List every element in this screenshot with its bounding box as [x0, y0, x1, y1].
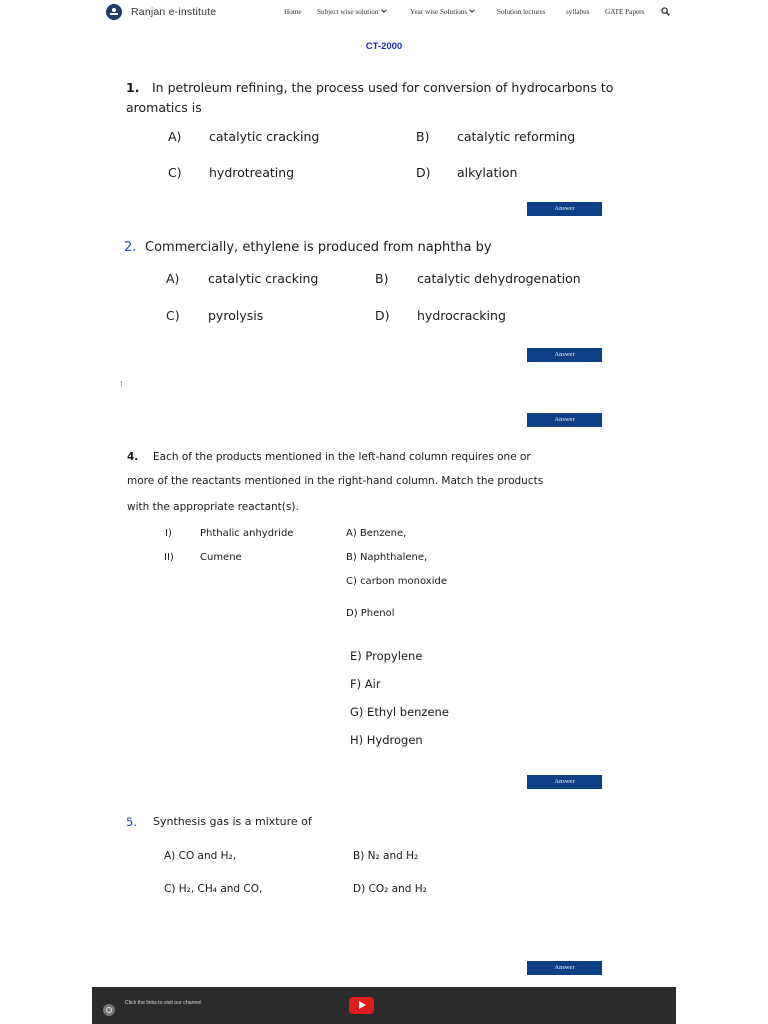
nav-gate-papers[interactable]: GATE Papers [605, 8, 645, 16]
answer-button-q5[interactable]: Answer [527, 961, 602, 975]
product-key: II) [164, 552, 174, 563]
question-number: 5. [126, 815, 137, 829]
reactant-item: G) Ethyl benzene [350, 705, 449, 719]
option-value: CO and H₂, [178, 850, 237, 862]
option-text [164, 850, 236, 862]
product-key: I) [165, 528, 172, 539]
question-number: 2. [124, 240, 137, 255]
reactant-item: B) Naphthalene, [346, 552, 428, 563]
question-text: Synthesis gas is a mixture of [153, 815, 312, 828]
question-text: Commercially, ethylene is produced from naphtha by [145, 240, 492, 255]
logo-icon[interactable] [106, 4, 122, 20]
option-key: B) [375, 271, 389, 286]
answer-button-q4[interactable]: Answer [527, 775, 602, 789]
top-navigation-bar [0, 0, 768, 26]
answer-button-q1[interactable]: Answer [527, 202, 602, 216]
footer-text: Click the links to visit our channel [125, 1000, 202, 1006]
reactant-item: E) Propylene [350, 649, 423, 663]
question-number: 4. [127, 451, 139, 463]
answer-button-q3[interactable]: Answer [527, 413, 602, 427]
missing-image-marker [121, 381, 123, 387]
youtube-icon[interactable] [349, 997, 374, 1014]
reactant-item: C) carbon monoxide [346, 576, 447, 587]
option-key: B) [353, 850, 365, 862]
option-value: CO₂ and H₂ [368, 883, 427, 895]
product-text: Phthalic anhydride [200, 528, 294, 539]
option-text: alkylation [457, 165, 518, 180]
option-value: H₂, CH₄ and CO, [178, 883, 263, 895]
option-value: N₂ and H₂ [367, 850, 419, 862]
site-name[interactable]: Ranjan e-institute [131, 6, 217, 18]
nav-home[interactable]: Home [284, 8, 302, 16]
option-key: C) [164, 883, 176, 895]
option-key: D) [416, 165, 431, 180]
nav-syllabus[interactable]: syllabus [566, 8, 590, 16]
option-text [353, 850, 418, 862]
option-text: pyrolysis [208, 308, 264, 323]
reactant-item: A) Benzene, [346, 528, 407, 539]
option-text: catalytic cracking [208, 271, 319, 286]
option-key: A) [164, 850, 176, 862]
question-text: more of the reactants mentioned in the right-hand column. Match the products [127, 475, 544, 487]
nav-year-wise-solutions[interactable] [410, 8, 474, 16]
option-text: catalytic reforming [457, 129, 576, 144]
option-text: catalytic dehydrogenation [417, 271, 581, 286]
option-key: C) [168, 165, 182, 180]
question-text: Each of the products mentioned in the left-hand column requires one or [153, 451, 531, 463]
reactant-item: H) Hydrogen [350, 733, 423, 747]
nav-subject-label: Subject wise solution [317, 8, 379, 16]
option-key: B) [416, 129, 430, 144]
option-text [164, 883, 262, 895]
question-number: 1. [126, 80, 140, 95]
chevron-down-icon [381, 7, 387, 13]
product-text: Cumene [200, 552, 242, 563]
nav-year-label: Year wise Solutions [410, 8, 468, 16]
search-icon[interactable] [661, 7, 670, 16]
option-text: hydrotreating [209, 165, 295, 180]
option-key: D) [353, 883, 366, 895]
nav-subject-wise-solution[interactable] [317, 8, 386, 16]
page-title: CT-2000 [365, 41, 403, 52]
option-text [353, 883, 427, 895]
footer-bar [92, 987, 676, 1024]
question-text: aromatics is [126, 100, 202, 115]
option-key: A) [168, 129, 182, 144]
answer-button-q2[interactable]: Answer [527, 348, 602, 362]
option-text: hydrocracking [417, 308, 506, 323]
option-key: D) [375, 308, 390, 323]
question-text: In petroleum refining, the process used for conversion of hydrocarbons to [152, 80, 614, 95]
option-key: C) [166, 308, 180, 323]
reactant-item: D) Phenol [346, 608, 395, 619]
cookie-settings-icon[interactable] [103, 1004, 115, 1016]
question-text: with the appropriate reactant(s). [127, 501, 299, 513]
chevron-down-icon [469, 7, 475, 13]
reactant-item: F) Air [350, 677, 381, 691]
option-text: catalytic cracking [209, 129, 320, 144]
nav-solution-lectures[interactable]: Solution lectures [497, 8, 546, 16]
option-key: A) [166, 271, 180, 286]
